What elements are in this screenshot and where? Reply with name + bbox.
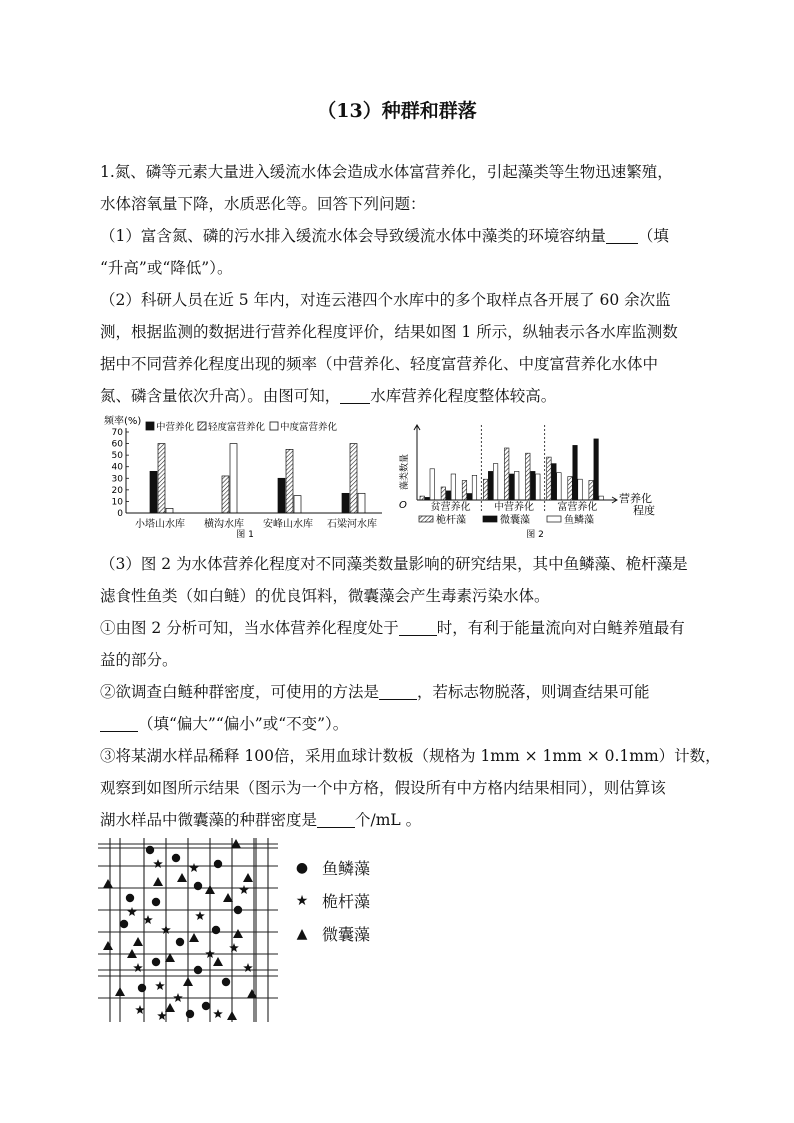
bar (493, 464, 498, 500)
bar (552, 464, 557, 500)
bar (589, 481, 594, 501)
category-label: 横沟水库 (204, 519, 244, 530)
axis-origin: O (399, 500, 407, 511)
text-line: 益的部分。 (100, 651, 178, 669)
figure-1-caption: 图 1 (236, 530, 254, 540)
text-line: ③将某湖水样品稀释 100倍，采用血球计数板（规格为 1mm × 1mm × 0.1mm）计数， (100, 747, 721, 765)
circle-icon (186, 1010, 194, 1018)
legend-item (290, 885, 370, 918)
answer-blank[interactable] (317, 811, 355, 828)
bar (467, 494, 472, 501)
star-icon (135, 1005, 145, 1014)
triangle-icon (153, 877, 163, 886)
bar (462, 481, 467, 501)
text-line: 水体溶氧量下降，水质恶化等。回答下列问题： (100, 195, 426, 213)
star-icon (133, 963, 143, 972)
sub-question-1: （1）富含氮、磷的污水排入缓流水体会导致缓流水体中藻类的环境容纳量 （填 (100, 227, 669, 245)
answer-blank[interactable] (379, 683, 417, 700)
triangle-icon (115, 987, 125, 996)
answer-blank[interactable] (606, 227, 638, 244)
triangle-icon (103, 941, 113, 950)
grid-legend (290, 852, 370, 951)
y-tick-label: 10 (111, 497, 123, 508)
legend-item (290, 852, 370, 885)
legend-label: 微囊藻 (500, 515, 530, 526)
bar (509, 474, 514, 500)
bar (430, 469, 435, 500)
legend-swatch (146, 422, 154, 430)
bar (420, 496, 425, 500)
circle-icon (152, 958, 160, 966)
figure-2-caption: 图 2 (526, 530, 544, 540)
circle-icon (146, 846, 154, 854)
bar (222, 476, 229, 513)
question-3-text (100, 548, 721, 836)
triangle-icon (189, 933, 199, 942)
circle-icon (194, 966, 202, 974)
y-axis-label: 藻类数量 (400, 453, 410, 491)
star-icon (213, 1009, 223, 1018)
bar (446, 491, 451, 500)
triangle-icon: ▲ (296, 926, 308, 942)
bar (504, 448, 509, 500)
group-label: 中营养化 (494, 502, 534, 513)
y-tick-label: 60 (111, 439, 123, 450)
legend-label: 中度富营养化 (280, 422, 338, 433)
bar (531, 471, 536, 500)
legend-swatch (483, 516, 497, 522)
bar (557, 473, 562, 500)
triangle-icon (183, 977, 193, 986)
legend-label: 中营养化 (156, 422, 195, 433)
question-1-text (100, 156, 700, 412)
legend-swatch (419, 516, 433, 522)
bar (230, 444, 237, 513)
circle-icon (152, 898, 160, 906)
legend-label: 鱼鳞藻 (322, 859, 371, 878)
legend-swatch (270, 422, 278, 430)
text-line: 观察到如图所示结果（图示为一个中方格，假设所有中方格内结果相同），则估算该 (100, 779, 666, 797)
hemocytometer-grid (98, 838, 278, 1022)
answer-blank[interactable] (399, 619, 437, 636)
bar (294, 496, 301, 513)
bar (578, 479, 583, 500)
legend-swatch (198, 422, 206, 430)
star-icon (173, 993, 183, 1002)
legend-item (290, 918, 370, 951)
triangle-icon (243, 873, 253, 882)
bar (599, 496, 604, 500)
text-line: （填“偏大”“偏小”或“不变”）。 (100, 708, 700, 740)
text-line: 据中不同营养化程度出现的频率（中营养化、轻度富营养化、中度富营养化水体中 (100, 355, 659, 373)
circle-icon (176, 938, 184, 946)
figure-1-chart (100, 410, 385, 540)
star-icon: ★ (295, 893, 309, 909)
bar (526, 453, 531, 500)
sub-question-3: （3）图 2 为水体营养化程度对不同藻类数量影响的研究结果，其中鱼鳞藻、桅杆藻是 (100, 555, 688, 573)
text-line: 湖水样品中微囊藻的种群密度是 个/mL 。 (100, 811, 422, 829)
text-line: ②欲调查白鲢种群密度，可使用的方法是 ，若标志物脱落，则调查结果可能 (100, 683, 650, 701)
legend-swatch (547, 516, 561, 522)
bar (451, 474, 456, 500)
star-icon (229, 943, 239, 952)
text-line: 滤食性鱼类（如白鲢）的优良饵料，微囊藻会产生毒素污染水体。 (100, 587, 550, 605)
circle-icon (222, 978, 230, 986)
bar (158, 444, 165, 513)
bar (286, 449, 293, 513)
star-icon (153, 859, 163, 868)
text-line: ①由图 2 分析可知，当水体营养化程度处于 时，有利于能量流向对白鲢养殖最有 (100, 619, 685, 637)
bar (573, 445, 578, 500)
legend-label: 桅杆藻 (436, 515, 466, 526)
y-tick-label: 40 (111, 462, 123, 473)
circle-icon (138, 984, 146, 992)
text-line: 氮、磷含量依次升高）。由图可知， 水库营养化程度整体较高。 (100, 387, 557, 405)
figure-2-chart (395, 420, 695, 540)
x-axis-label: 营养化程度 (619, 492, 655, 517)
circle-icon (194, 882, 202, 890)
text-line: 1.氮、磷等元素大量进入缓流水体会造成水体富营养化，引起藻类等生物迅速繁殖， (100, 163, 673, 181)
triangle-icon (103, 879, 113, 888)
triangle-icon (227, 1011, 237, 1020)
triangle-icon (213, 957, 223, 966)
triangle-icon (233, 929, 243, 938)
star-icon (155, 981, 165, 990)
circle-icon (202, 1002, 210, 1010)
triangle-icon (205, 885, 215, 894)
sub-question-2: （2）科研人员在近 5 年内，对连云港四个水库中的多个取样点各开展了 60 余次监 (100, 291, 671, 309)
group-label: 贫营养化 (430, 502, 471, 513)
circle-icon: ● (295, 860, 309, 876)
circle-icon (234, 906, 242, 914)
text-line: “升高”或“降低”）。 (100, 259, 233, 277)
bar (514, 471, 519, 500)
y-axis-label: 频率(%) (104, 416, 142, 427)
circle-icon (120, 920, 128, 928)
legend-label: 鱼鳞藻 (564, 515, 594, 526)
bar (472, 475, 477, 500)
y-tick-label: 30 (111, 474, 123, 485)
triangle-icon (133, 937, 143, 946)
category-label: 小塔山水库 (135, 519, 185, 530)
bar (350, 444, 357, 513)
bar (594, 439, 599, 500)
bar (547, 457, 552, 500)
star-icon (127, 907, 137, 916)
star-icon (143, 915, 153, 924)
star-icon (243, 963, 253, 972)
circle-icon (126, 894, 134, 902)
bar (488, 471, 493, 500)
star-icon (189, 863, 199, 872)
bar (536, 474, 541, 500)
y-tick-label: 20 (111, 485, 123, 496)
bar (568, 477, 573, 500)
category-label: 石梁河水库 (327, 519, 377, 530)
bar (278, 478, 285, 513)
circle-icon (214, 860, 222, 868)
circle-icon (172, 854, 180, 862)
bar (150, 471, 157, 513)
bar (342, 493, 349, 513)
star-icon (239, 885, 249, 894)
bar (358, 493, 365, 513)
bar (166, 508, 173, 513)
star-icon (195, 911, 205, 920)
star-icon (157, 1011, 167, 1020)
text-line: 测，根据监测的数据进行营养化程度评价，结果如图 1 所示，纵轴表示各水库监测数 (100, 323, 678, 341)
bar (483, 479, 488, 500)
legend-label: 轻度富营养化 (208, 422, 266, 433)
y-tick-label: 0 (117, 509, 123, 519)
y-tick-label: 70 (111, 428, 123, 438)
triangle-icon (177, 873, 187, 882)
category-label: 安峰山水库 (263, 519, 313, 530)
answer-blank[interactable] (340, 387, 370, 404)
legend-label: 桅杆藻 (322, 892, 371, 911)
group-label: 富营养化 (557, 502, 598, 513)
bar (441, 487, 446, 500)
y-tick-label: 50 (111, 451, 123, 462)
circle-icon (212, 926, 220, 934)
legend-label: 微囊藻 (322, 925, 371, 944)
page-title: （13）种群和群落 (317, 100, 477, 122)
answer-blank[interactable] (100, 715, 138, 732)
